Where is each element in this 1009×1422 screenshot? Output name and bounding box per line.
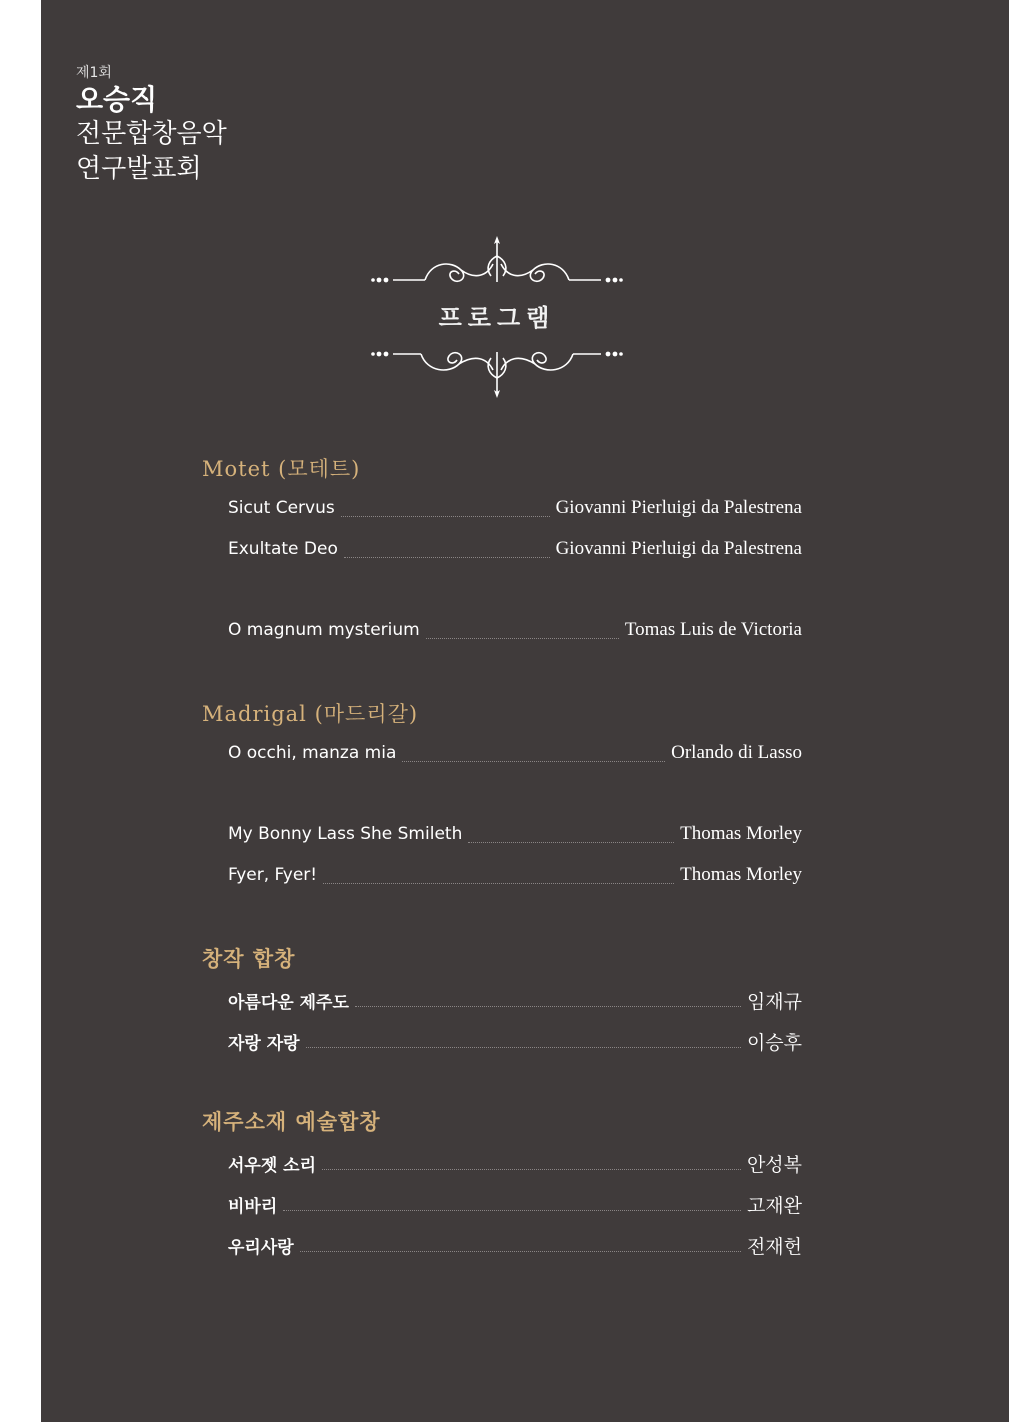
program-row	[228, 864, 802, 892]
composer-name: 전재헌	[746, 1237, 802, 1258]
composer-name: 안성복	[746, 1155, 802, 1176]
program-row	[228, 1191, 802, 1219]
dotted-leader	[306, 1047, 741, 1048]
work-title: 아름다운 제주도	[228, 993, 349, 1013]
program-heading: 프로그램	[438, 303, 556, 332]
series-number: 제1회	[76, 65, 112, 81]
event-title-line2: 연구발표회	[76, 154, 202, 184]
section-jeju-art-choral	[202, 1108, 802, 1258]
composer-name: 임재규	[746, 992, 802, 1013]
dotted-leader	[341, 516, 550, 517]
dotted-leader	[344, 557, 550, 558]
program-row	[228, 823, 802, 851]
work-title: Fyer, Fyer!	[228, 865, 318, 885]
section-motet	[202, 455, 802, 640]
section-title: 제주소재 예술합창	[202, 1109, 381, 1134]
work-title: 우리사랑	[228, 1238, 294, 1258]
program-row	[228, 619, 802, 647]
dotted-leader	[323, 883, 674, 884]
work-title: 비바리	[228, 1197, 278, 1217]
program-row	[228, 987, 802, 1015]
program-row	[228, 1028, 802, 1056]
section-original-choral	[202, 945, 802, 1054]
section-title: Madrigal (마드리갈)	[202, 702, 419, 726]
dotted-leader	[283, 1210, 741, 1211]
composer-name: Tomas Luis de Victoria	[624, 619, 802, 640]
composer-name: Orlando di Lasso	[671, 742, 802, 763]
composer-name: Giovanni Pierluigi da Palestrena	[555, 497, 802, 518]
composer-name: 고재완	[746, 1196, 802, 1217]
composer-name: Thomas Morley	[680, 864, 802, 885]
section-madrigal	[202, 700, 802, 885]
section-title: Motet (모테트)	[202, 457, 361, 481]
dotted-leader	[322, 1169, 741, 1170]
work-title: 자랑 자랑	[228, 1034, 300, 1054]
event-title-line1: 전문합창음악	[76, 119, 227, 149]
section-title: 창작 합창	[202, 946, 296, 971]
dotted-leader	[300, 1251, 741, 1252]
work-title: O magnum mysterium	[228, 620, 420, 640]
dotted-leader	[402, 761, 665, 762]
work-title: 서우젯 소리	[228, 1156, 317, 1176]
dotted-leader	[426, 638, 619, 639]
work-title: Exultate Deo	[228, 539, 338, 559]
program-row	[228, 538, 802, 566]
composer-name: Thomas Morley	[680, 823, 802, 844]
concert-header	[76, 63, 227, 187]
program-row	[228, 497, 802, 525]
program-row	[228, 742, 802, 770]
work-title: My Bonny Lass She Smileth	[228, 824, 463, 844]
work-title: O occhi, manza mia	[228, 743, 397, 763]
dotted-leader	[468, 842, 674, 843]
composer-name: Giovanni Pierluigi da Palestrena	[555, 538, 802, 559]
composer-name: 이승후	[746, 1033, 802, 1054]
conductor-name: 오승직	[76, 83, 158, 116]
program-row	[228, 1232, 802, 1260]
dotted-leader	[355, 1006, 741, 1007]
program-row	[228, 1150, 802, 1178]
work-title: Sicut Cervus	[228, 498, 335, 518]
